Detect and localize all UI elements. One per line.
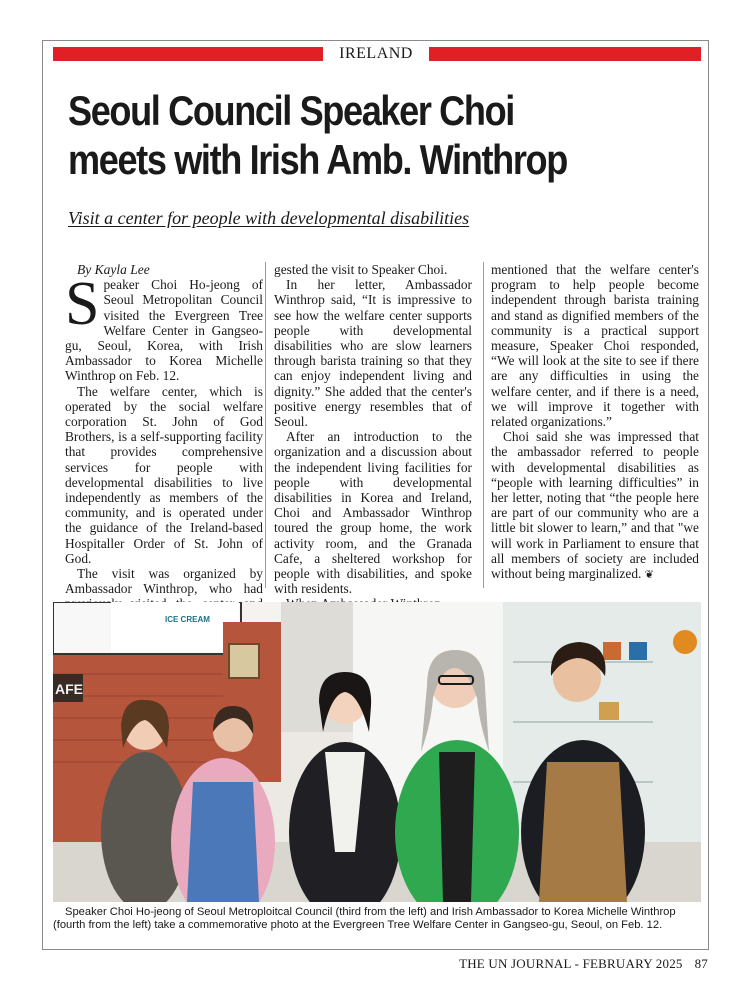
article-paragraph-1 xyxy=(65,270,263,384)
article-photo xyxy=(53,602,701,902)
article-paragraph-7 xyxy=(491,429,699,582)
article-column-1 xyxy=(65,262,263,627)
section-header xyxy=(53,45,701,63)
headline xyxy=(68,86,618,184)
end-mark-icon: ❦ xyxy=(644,568,654,582)
article-paragraph-5: After an introduction to the organization and a discussion about the independent living facilities for people with developmental disabilities in Korea and Ireland, Choi and Ambassador Winthrop toured the group home, the work activity room, and the Granada Cafe, a sheltered workshop for people with disabilities, and spoke with residents. xyxy=(274,429,472,597)
paragraph-7-text: Choi said she was impressed that the ambassador referred to people with developmental disabilities as “people with learning difficulties” in her letter, noting that “the people here are part of our community who are a little bit slower to learn,” and that "we will work in Parliament to ensure that all members of society are included without being marginalized. xyxy=(491,429,699,582)
section-label: IRELAND xyxy=(339,45,413,62)
article-paragraph-3b: gested the visit to Speaker Choi. xyxy=(274,262,448,277)
menu-board-text: ICE CREAM xyxy=(165,615,210,624)
paragraph-1-text: peaker Choi Ho-jeong of Seoul Metropolitan Council visited the Evergreen Tree Welfare Center in Gangseo-gu, Seoul, Korea, with Irish Ambassador to Korea Michelle Winthrop on Feb. 12. xyxy=(65,277,263,384)
group-photo-illustration xyxy=(53,602,701,902)
article-paragraph-6b: mentioned that the welfare center's program to help people become independent through barista training and stand as dignified members of the community is a practical support measure, Speaker Choi responded, “We will look at the site to see if there are any difficulties in using the welfare center, and if there is a need, we will improve it together with related organizations.” xyxy=(491,262,699,430)
article-paragraph-3a: The visit was organized by Ambassador Winthrop, who had xyxy=(65,566,263,597)
photo-caption xyxy=(53,906,701,933)
article-paragraph-2: The welfare center, which is operated by the social welfare corporation St. John of God Brothers, is a self-supporting facility that provides comprehensive services for people with developmental disabilities to live independently as members of the community, and is operated under the guidance of the Ireland-based Hospitaller Order of St. John of God. xyxy=(65,383,263,566)
headline-line-2: meets with Irish Amb. Winthrop xyxy=(68,136,567,183)
page-number: 87 xyxy=(694,956,708,971)
article-column-2 xyxy=(274,262,472,612)
article-paragraph-4: In her letter, Ambassador Winthrop said, “It is impressive to see how the welfare center supports people with developmental disabilities who are slow learners through barista training so that they can enjoy independent living and dignity.” She added that the center's positive energy resembles that of Seoul. xyxy=(274,277,472,430)
drop-cap: S xyxy=(65,270,100,339)
article-column-3 xyxy=(491,262,699,582)
publication-name: THE UN JOURNAL - FEBRUARY 2025 xyxy=(459,956,683,971)
section-bar-left xyxy=(53,47,323,61)
headline-line-1: Seoul Council Speaker Choi xyxy=(68,87,514,134)
section-bar-right xyxy=(429,47,701,61)
subheadline: Visit a center for people with developmental disabilities xyxy=(68,208,470,228)
photo-caption-text: Speaker Choi Ho-jeong of Seoul Metroploitcal Council (third from the left) and Irish Ambassador to Korea Michelle Winthrop (fourth from the left) take a commemorative photo at the Evergreen Tree Welfare Center in Gangseo-gu, Seoul, on Feb. 12. xyxy=(53,906,676,932)
byline: By Kayla Lee xyxy=(77,262,150,277)
column-rule-2 xyxy=(483,262,484,588)
column-rule-1 xyxy=(265,262,266,588)
cafe-sign-text: AFE xyxy=(55,681,83,697)
page-footer xyxy=(459,956,708,972)
